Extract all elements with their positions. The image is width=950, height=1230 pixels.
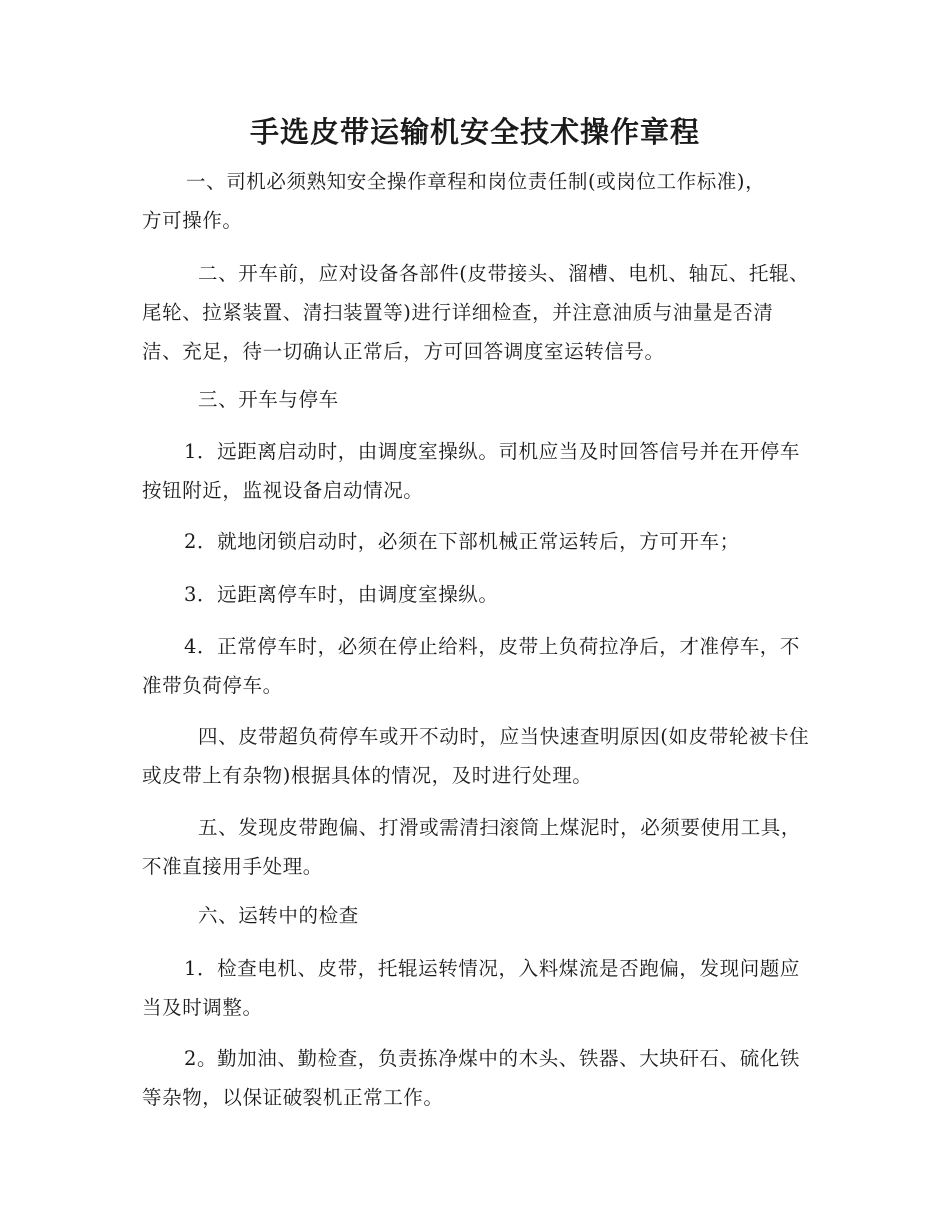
paragraph-4: 四、皮带超负荷停车或开不动时，应当快速查明原因(如皮带轮被卡住或皮带上有杂物)根据具体的情况，及时进行处理。 [142, 725, 810, 787]
paragraph-6-2: 2。勤加油、勤检查，负责拣净煤中的木头、铁器、大块矸石、硫化铁等杂物，以保证破裂机正常工作。 [142, 1047, 801, 1109]
document-title: 手选皮带运输机安全技术操作章程 [249, 115, 700, 149]
paragraph-5: 五、发现皮带跑偏、打滑或需清扫滚筒上煤泥时，必须要使用工具，不准直接用手处理。 [142, 816, 802, 878]
section-heading-3: 三、开车与停车 [198, 388, 339, 411]
paragraph-2: 二、开车前，应对设备各部件(皮带接头、溜槽、电机、轴瓦、托辊、尾轮、拉紧装置、清扫装置等)进行详细检查，并注意油质与油量是否清洁、充足，待一切确认正常后，方可回答调度室运转信号。 [142, 262, 810, 363]
paragraph-3-4: 4．正常停车时，必须在停止给料，皮带上负荷拉净后，才准停车，不准带负荷停车。 [142, 635, 801, 697]
section-heading-6: 六、运转中的检查 [198, 904, 359, 927]
paragraph-3-3: 3．远距离停车时，由调度室操纵。 [184, 583, 499, 606]
paragraph-3-2: 2．就地闭锁启动时，必须在下部机械正常运转后，方可开车； [184, 530, 740, 553]
paragraph-1: 一、司机必须熟知安全操作章程和岗位责任制(或岗位工作标准)，方可操作。 [142, 170, 766, 232]
paragraph-3-1: 1．远距离启动时，由调度室操纵。司机应当及时回答信号并在开停车按钮附近，监视设备启动情况。 [142, 440, 801, 502]
paragraph-6-1: 1．检查电机、皮带，托辊运转情况，入料煤流是否跑偏，发现问题应当及时调整。 [142, 957, 801, 1019]
